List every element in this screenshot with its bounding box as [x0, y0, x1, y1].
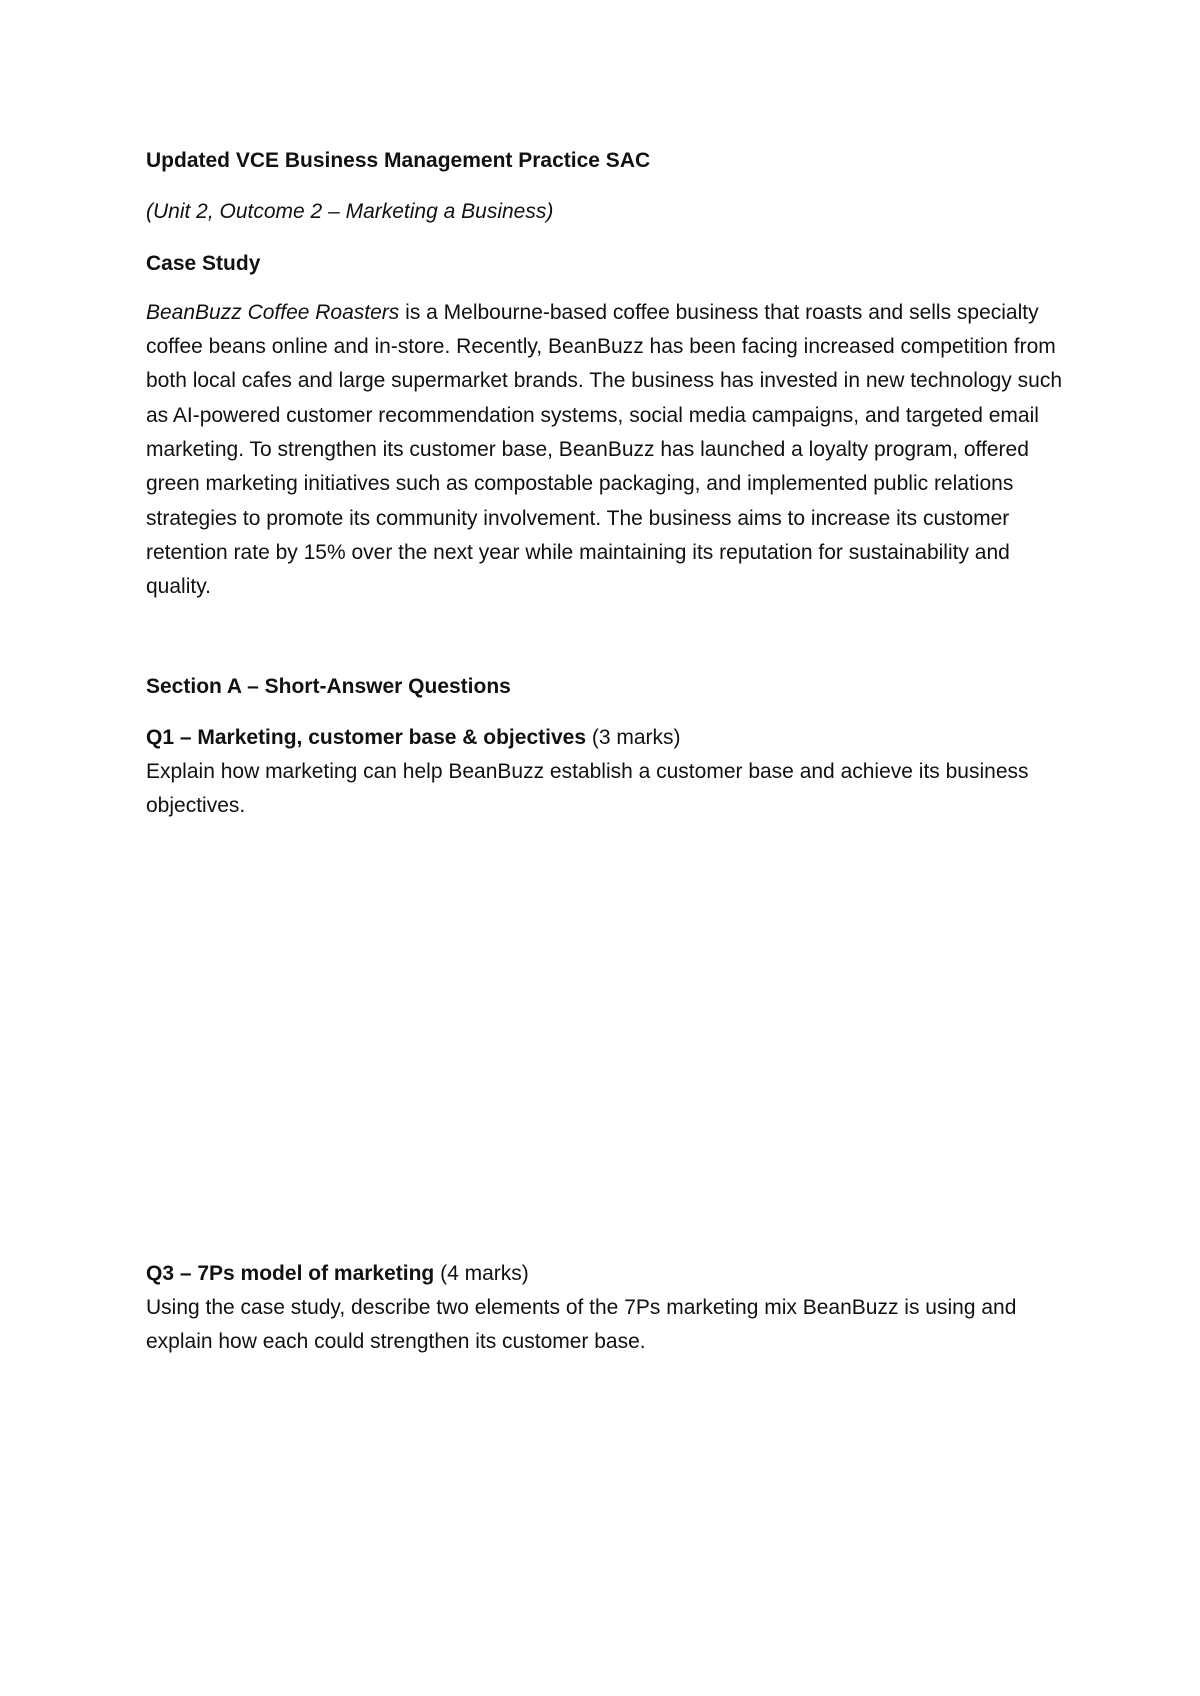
question-1-header	[146, 721, 1066, 755]
question-1-marks: (3 marks)	[586, 725, 681, 749]
answer-space	[146, 824, 1066, 1240]
question-3-title: Q3 – 7Ps model of marketing	[146, 1261, 435, 1285]
document-subtitle: (Unit 2, Outcome 2 – Marketing a Business)	[146, 200, 554, 224]
case-study-text: is a Melbourne-based coffee business that roasts and sells specialty coffee beans online and in-store. Recently, BeanBuzz has been facing increased competition from both local cafes and large supermarket brands. The business has invested in new technology such as AI-powered customer recommendation systems, social media campaigns, and targeted email marketing. To strengthen its customer base, BeanBuzz has launched a loyalty program, offered green marketing initiatives such as compostable packaging, and implemented public relations strategies to promote its community involvement. The business aims to increase its customer retention rate by 15% over the next year while maintaining its reputation for sustainability and quality.	[146, 300, 1062, 599]
question-3-header	[146, 1257, 1066, 1291]
question-3	[146, 1257, 1066, 1360]
question-3-marks: (4 marks)	[434, 1261, 529, 1285]
question-1-title: Q1 – Marketing, customer base & objectives	[146, 725, 586, 749]
document-title: Updated VCE Business Management Practice SAC	[146, 149, 651, 172]
case-study-heading: Case Study	[146, 251, 261, 275]
question-3-prompt: Using the case study, describe two elements of the 7Ps marketing mix BeanBuzz is using and explain how each could strengthen its customer base.	[146, 1296, 1017, 1354]
question-1-prompt: Explain how marketing can help BeanBuzz establish a customer base and achieve its business objectives.	[146, 760, 1029, 818]
business-name: BeanBuzz Coffee Roasters	[146, 300, 400, 324]
case-study-paragraph	[146, 296, 1066, 605]
document-content	[146, 144, 1066, 1360]
section-a-heading: Section A – Short-Answer Questions	[146, 674, 511, 698]
question-1	[146, 721, 1066, 824]
